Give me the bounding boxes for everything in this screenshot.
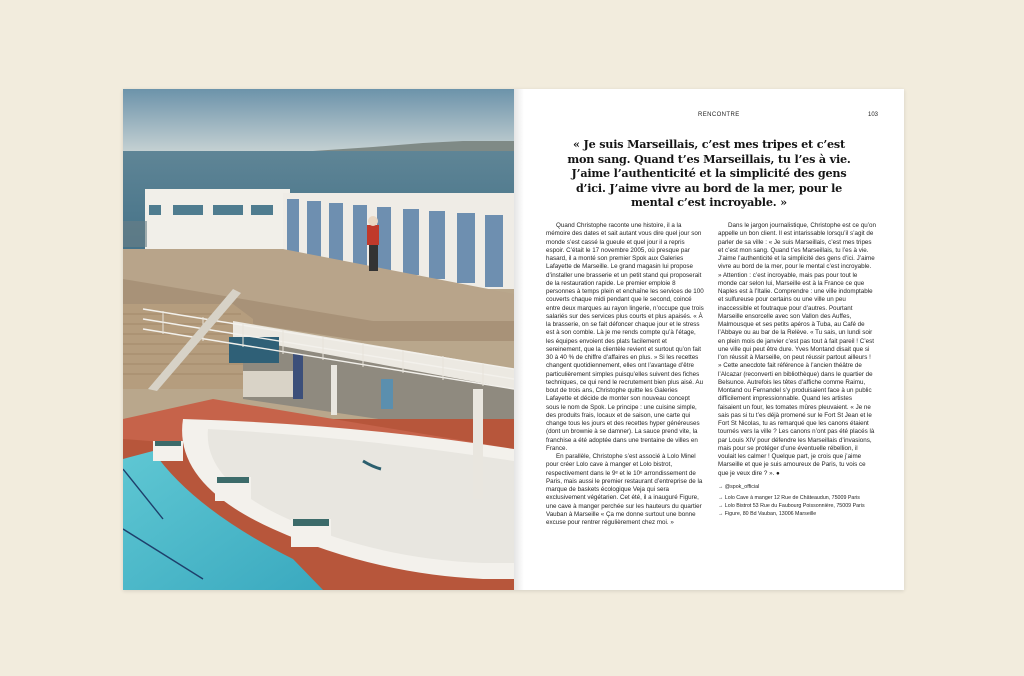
address-item: → Lolo Cave à manger 12 Rue de Châteaudun, 75009 Paris (718, 495, 860, 502)
paragraph: Dans le jargon journalistique, Christophe est ce qu’on appelle un bon client. Il est intarissable lorsqu’il s’agit de parler de sa ville : « Je suis Marseillais, c’est mes tripes et c’est mon sang. Quand t’es Marseillais, tu l’es à vie. J’aime l’authenticité et la simplicité des gens d’ici. J’aime vivre au bord de la mer, pour le mental c’est incroyable. » Attention : c’est incroyable, mais pas pour tout le monde car selon lui, Marseille est à la France ce que Naples est à l’Italie. Comprendre : une ville indomptable et sulfureuse pour certains ou une ville un peu inaccessible et foutraque pour d’autres. Pourtant Marseille ensorcelle avec son Vallon des Auffes, Malmousque et ses petits apéros à Tuba, au Café de l’Abbaye ou au bar de la Relève. « Tu sais, un lundi soir en plein mois de janvier c’est pas tout à fait pareil ! C’est une ville qui peut être dure. Yves Montand disait que si l’on réussit à Marseille, on peut réussir partout ailleurs ! » Cette anecdote fait référence à l’ancien théâtre de l’Alcazar (reconverti en bibliothèque) dans le quartier de Belsunce. Autrefois les têtes d’affiche comme Raimu, Montand ou Fernandel s’y produisaient face à un public difficilement impressionnable. Quand les artistes faisaient un four, les tomates mûres pleuvaient. « Je ne sais pas si tu t’es déjà promené sur le Fort St Jean et le Fort St Nicolas, tu as remarqué que les canons étaient tournés vers la ville ? Les canons n’ont pas été placés là par Louis XIV pour défendre les Marseillais d’invasions, mais pour se protéger d’une éventuelle rébellion, il voulait les calmer ! Quelque part, je crois que j’aime Marseille et que je suis amoureux de Paris, tu vois ce que je veux dire ? ». ● (718, 222, 877, 477)
paragraph: En parallèle, Christophe s’est associé à Lolo Minel pour créer Lolo cave à manger et Lolo bistrot, respectivement dans le 9ᵉ et le 10ᵉ arrondissement de Paris, mais aussi le premier restaurant d’entreprise de la marque de baskets écologique Veja qui sera exclusivement végétarien. Cet été, il a inauguré Figure, une cave à manger perchée sur les hauteurs du quartier Vauban à Marseille « Ça me donne surtout une bonne excuse pour rentrer régulièrement chez moi. » (546, 453, 703, 526)
article-page (514, 89, 904, 590)
paragraph: Quand Christophe raconte une histoire, il a la mémoire des dates et sait autant vous dire quel jour son monde s’est cassé la gueule et quel jour il a repris espoir. C’était le 17 novembre 2005, où presque par hasard, il a monté son premier Spok aux Galeries Lafayette de Marseille. Le grand magasin lui propose d’installer une brasserie et un petit stand qui proposerait de la restauration rapide. Le premier emploie 8 personnes à temps plein et enchaîne les services de 100 couverts chaque midi pendant que le second, coincé entre deux marques au rayon lingerie, n’occupe que trois salariés sur des services plus courts et plus apaisés. « À la brasserie, on se fait défoncer chaque jour et le stress est à son comble. Là je me rends compte qu’à l’étage, les équipes envoient des plats facilement et sereinement, que la clientèle revient et surtout qu’on fait 30 à 40 % de chiffre d’affaires en plus. » Si les recettes changent quotidiennement, elles ont l’avantage d’être particulièrement simples puisqu’elles suivent des fiches techniques, ce qui rend le recrutement bien plus aisé. Au bout de trois ans, Christophe quitte les Galeries Lafayette et décide de monter son nouveau concept sous le nom de Spok. Le principe : une cuisine simple, des produits frais, locaux et de saison, une carte qui change tous les jours et des recettes hyper généreuses (dont un brownie à se damner). La sauce prend vite, la franchise a été adoptée dans une trentaine de villes en France. (546, 222, 704, 452)
address-list (718, 484, 876, 518)
article-column-1 (546, 222, 704, 527)
instagram-handle: → @spok_official (718, 483, 760, 490)
pool-photo (123, 89, 514, 590)
address-item: → Figure, 80 Bd Vauban, 13006 Marseille (718, 510, 817, 517)
article-column-2 (718, 222, 876, 518)
pull-quote: « Je suis Marseillais, c’est mes tripes et c’est mon sang. Quand t’es Marseillais, tu l’es à vie. J’aime l’authenticité et la simplicité des gens d’ici. J’aime vivre au bord de la mer, pour le mental c’est incroyable. » (567, 137, 851, 210)
page-number: 103 (867, 112, 878, 118)
magazine-spread (123, 89, 904, 590)
page-gutter-shadow (514, 89, 524, 590)
address-item: → Lolo Bistrot 53 Rue du Faubourg Poissonnière, 75009 Paris (718, 502, 865, 509)
running-head: RENCONTRE (698, 112, 740, 118)
